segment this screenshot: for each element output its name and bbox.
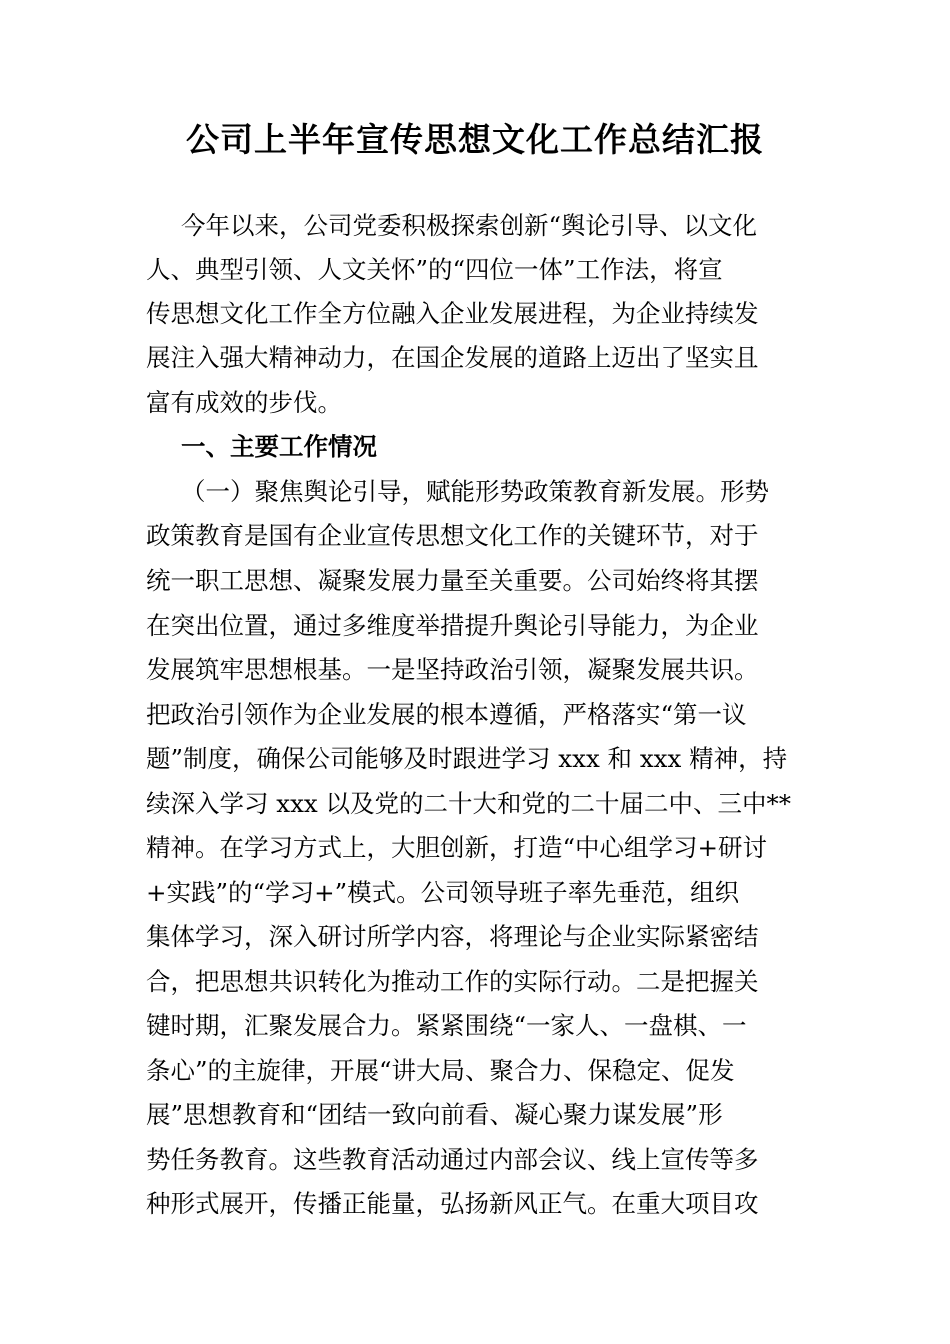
- document-title: 公司上半年宣传思想文化工作总结汇报: [186, 120, 764, 159]
- paragraph-line: 集体学习，深入研讨所学内容，将理论与企业实际紧密结: [146, 922, 759, 951]
- paragraph-line: 在突出位置，通过多维度举措提升舆论引导能力，为企业: [146, 611, 759, 640]
- paragraph-line: 题”制度，确保公司能够及时跟进学习 xxx 和 xxx 精神，持: [146, 744, 788, 773]
- paragraph-line: 势任务教育。这些教育活动通过内部会议、线上宣传等多: [146, 1145, 759, 1174]
- paragraph-line: 政策教育是国有企业宣传思想文化工作的关键环节，对于: [146, 521, 759, 550]
- section-heading: 一、主要工作情况: [181, 432, 377, 461]
- paragraph-line: 精神。在学习方式上，大胆创新，打造“中心组学习+研讨: [146, 833, 768, 862]
- paragraph-line: 续深入学习 xxx 以及党的二十大和党的二十届二中、三中**: [146, 789, 792, 818]
- paragraph-line: 种形式展开，传播正能量，弘扬新风正气。在重大项目攻: [146, 1189, 759, 1218]
- paragraph-line: 传思想文化工作全方位融入企业发展进程，为企业持续发: [146, 299, 759, 328]
- paragraph-line: 人、典型引领、人文关怀”的“四位一体”工作法，将宣: [146, 255, 723, 284]
- paragraph-line: +实践”的“学习+”模式。公司领导班子率先垂范，组织: [146, 878, 740, 907]
- paragraph-line: 富有成效的步伐。: [146, 388, 342, 417]
- paragraph-line: 合，把思想共识转化为推动工作的实际行动。二是把握关: [146, 967, 759, 996]
- paragraph-line: 键时期，汇聚发展合力。紧紧围绕“一家人、一盘棋、一: [146, 1011, 747, 1040]
- paragraph-line: 展”思想教育和“团结一致向前看、凝心聚力谋发展”形: [146, 1100, 723, 1129]
- paragraph-line: 统一职工思想、凝聚发展力量至关重要。公司始终将其摆: [146, 566, 759, 595]
- paragraph-line: 展注入强大精神动力，在国企发展的道路上迈出了坚实且: [146, 343, 759, 372]
- paragraph-line: 发展筑牢思想根基。一是坚持政治引领，凝聚发展共识。: [146, 655, 759, 684]
- paragraph-line: 今年以来，公司党委积极探索创新“舆论引导、以文化: [181, 211, 758, 240]
- paragraph-line: 条心”的主旋律，开展“讲大局、聚合力、保稳定、促发: [146, 1056, 735, 1085]
- paragraph-line: （一）聚焦舆论引导，赋能形势政策教育新发展。形势: [181, 477, 769, 506]
- paragraph-line: 把政治引领作为企业发展的根本遵循，严格落实“第一议: [146, 700, 747, 729]
